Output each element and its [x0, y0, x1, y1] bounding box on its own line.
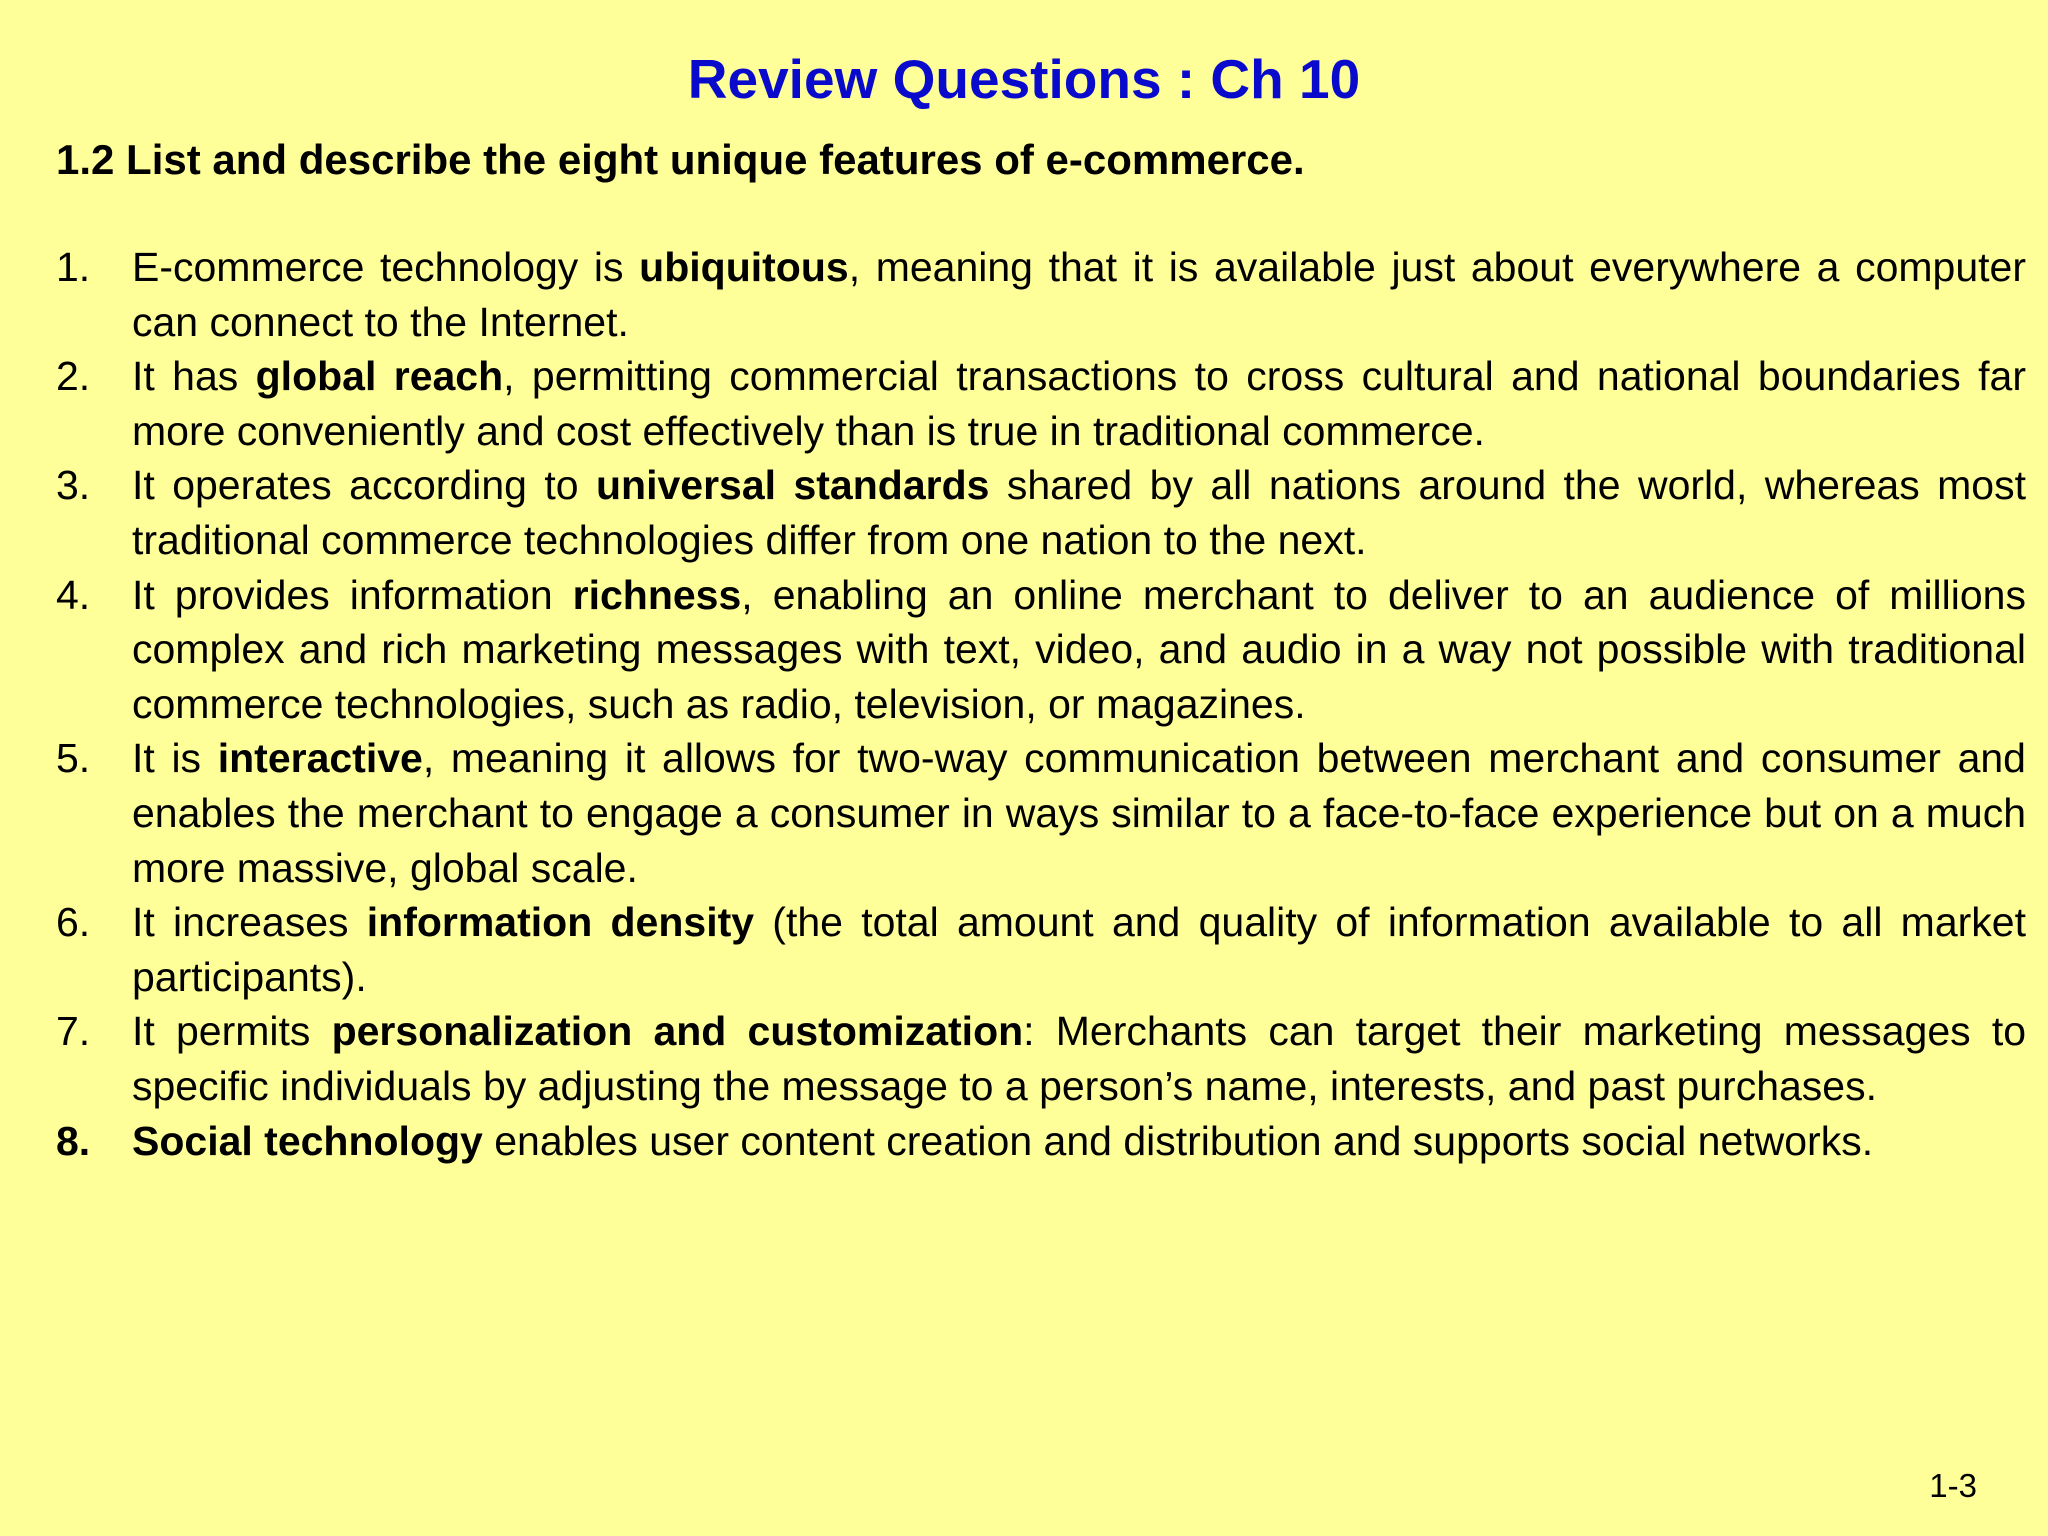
feature-number: 4. [56, 571, 91, 618]
feature-number: 8. [56, 1117, 91, 1164]
feature-text-before: It has [132, 353, 256, 400]
feature-item-4 [56, 568, 2026, 732]
feature-number: 5. [56, 735, 91, 782]
feature-text-after: , permitting commercial transactions to cross cultural and national boundaries far more conveniently and cost effectively than is true in traditional commerce. [132, 353, 2026, 454]
feature-item-7 [56, 1004, 2026, 1113]
feature-term: Social technology [132, 1117, 483, 1164]
feature-text-before: It operates according to [132, 462, 597, 509]
feature-text-before: It increases [132, 899, 367, 946]
feature-list [56, 240, 2026, 1168]
feature-term: information density [366, 899, 755, 946]
feature-text-before: It is [132, 735, 218, 782]
feature-text-after: shared by all nations around the world, whereas most traditional commerce technologies differ from one nation to the next. [132, 462, 2026, 563]
feature-text-after: , enabling an online merchant to deliver to an audience of millions complex and rich marketing messages with text, video, and audio in a way not possible with traditional commerce technologies, such as radio, television, or magazines. [132, 571, 2026, 727]
feature-text-before: It provides information [132, 571, 573, 618]
feature-text-after: : Merchants can target their marketing messages to specific individuals by adjusting the message to a person’s name, interests, and past purchases. [132, 1008, 2027, 1109]
feature-text-before: It permits [132, 1008, 332, 1055]
feature-text-after: enables user content creation and distribution and supports social networks. [482, 1117, 1874, 1164]
feature-term: ubiquitous [639, 244, 849, 290]
feature-text-after: , meaning that it is available just about everywhere a computer can connect to the Internet. [132, 244, 2026, 345]
feature-item-3 [56, 458, 2026, 567]
feature-term: universal standards [596, 462, 990, 509]
page-number: 1-3 [1929, 1467, 1977, 1504]
feature-item-8 [56, 1114, 2026, 1169]
feature-item-6 [56, 895, 2026, 1004]
feature-item-2 [56, 349, 2026, 458]
feature-term: interactive [217, 735, 423, 782]
feature-term: richness [572, 571, 742, 618]
feature-number: 6. [56, 899, 91, 946]
feature-text-after: , meaning it allows for two-way communication between merchant and consumer and enables the merchant to engage a consumer in ways similar to a face-to-face experience but on a much more massive, global scale. [132, 735, 2026, 891]
feature-number: 7. [56, 1008, 91, 1055]
feature-item-5 [56, 731, 2026, 895]
feature-number: 1. [56, 244, 91, 290]
feature-number: 3. [56, 462, 91, 509]
feature-text-before: E-commerce technology is [132, 244, 640, 290]
slide-title: Review Questions : Ch 10 [687, 48, 1361, 110]
feature-text-after: (the total amount and quality of information available to all market participants). [132, 899, 2026, 1000]
feature-item-1 [56, 240, 2026, 349]
feature-term: personalization and customization [331, 1008, 1024, 1055]
feature-term: global reach [255, 353, 504, 400]
question-heading: 1.2 List and describe the eight unique features of e-commerce. [56, 136, 1305, 183]
feature-number: 2. [56, 353, 91, 400]
